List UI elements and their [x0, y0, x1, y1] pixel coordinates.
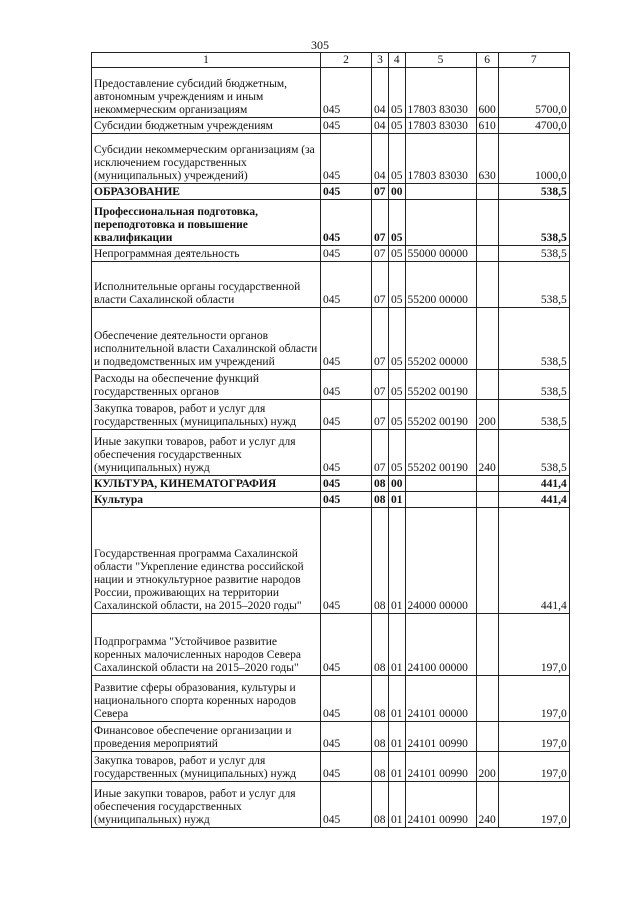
row-name-cell: Подпрограмма "Устойчивое развитие коренных малочисленных народов Севера Сахалинской области на 2015–2020 годы" — [92, 614, 321, 676]
row-name-cell: Субсидии некоммерческим организациям (за исключением государственных (муниципальных) учреждений) — [92, 134, 321, 184]
row-expense-type-cell: 240 — [476, 430, 498, 476]
row-target-article-cell: 24100 00000 — [405, 614, 476, 676]
row-expense-type-cell: 200 — [476, 400, 498, 430]
row-subsection-cell: 01 — [389, 722, 406, 752]
table-row — [92, 308, 570, 370]
row-section-cell: 08 — [372, 508, 389, 614]
row-code-cell: 045 — [321, 508, 372, 614]
row-section-cell: 07 — [372, 370, 389, 400]
row-subsection-cell: 01 — [389, 508, 406, 614]
row-amount-cell: 538,5 — [498, 370, 569, 400]
row-name-cell: Исполнительные органы государственной власти Сахалинской области — [92, 262, 321, 308]
row-target-article-cell: 24101 00990 — [405, 722, 476, 752]
table-row — [92, 184, 570, 200]
row-section-cell: 07 — [372, 400, 389, 430]
row-code-cell: 045 — [321, 370, 372, 400]
row-name-cell: Финансовое обеспечение организации и проведения мероприятий — [92, 722, 321, 752]
row-subsection-cell: 01 — [389, 782, 406, 828]
row-target-article-cell — [405, 492, 476, 508]
row-expense-type-cell — [476, 200, 498, 246]
table-header-row — [92, 53, 570, 68]
row-target-article-cell: 55202 00190 — [405, 430, 476, 476]
row-name-cell: Предоставление субсидий бюджетным, автономным учреждениям и иным некоммерческим организациям — [92, 68, 321, 118]
row-code-cell: 045 — [321, 200, 372, 246]
row-target-article-cell: 55000 00000 — [405, 246, 476, 262]
row-amount-cell: 4700,0 — [498, 118, 569, 134]
row-amount-cell: 538,5 — [498, 200, 569, 246]
row-code-cell: 045 — [321, 262, 372, 308]
row-expense-type-cell — [476, 262, 498, 308]
row-subsection-cell: 00 — [389, 184, 406, 200]
row-name-cell: Непрограммная деятельность — [92, 246, 321, 262]
row-target-article-cell: 24101 00990 — [405, 752, 476, 782]
row-section-cell: 08 — [372, 752, 389, 782]
row-expense-type-cell — [476, 476, 498, 492]
row-name-cell: ОБРАЗОВАНИЕ — [92, 184, 321, 200]
row-section-cell: 08 — [372, 782, 389, 828]
row-section-cell: 07 — [372, 262, 389, 308]
row-target-article-cell: 55200 00000 — [405, 262, 476, 308]
table-row — [92, 400, 570, 430]
row-target-article-cell: 55202 00190 — [405, 370, 476, 400]
row-amount-cell: 538,5 — [498, 400, 569, 430]
row-code-cell: 045 — [321, 492, 372, 508]
row-name-cell: Государственная программа Сахалинской области "Укрепление единства российской нации и этнокультурное развитие народов России, проживающих на территории Сахалинской области, на 2015–2020 годы" — [92, 508, 321, 614]
row-amount-cell: 538,5 — [498, 430, 569, 476]
row-name-cell: Закупка товаров, работ и услуг для государственных (муниципальных) нужд — [92, 400, 321, 430]
column-header: 2 — [321, 53, 372, 68]
row-section-cell: 04 — [372, 118, 389, 134]
row-expense-type-cell — [476, 370, 498, 400]
table-row — [92, 370, 570, 400]
column-header: 7 — [498, 53, 569, 68]
row-expense-type-cell — [476, 722, 498, 752]
row-amount-cell: 441,4 — [498, 476, 569, 492]
row-code-cell: 045 — [321, 118, 372, 134]
row-amount-cell: 197,0 — [498, 722, 569, 752]
row-expense-type-cell — [476, 508, 498, 614]
row-code-cell: 045 — [321, 430, 372, 476]
table-row — [92, 246, 570, 262]
row-code-cell: 045 — [321, 782, 372, 828]
row-expense-type-cell: 610 — [476, 118, 498, 134]
row-code-cell: 045 — [321, 134, 372, 184]
row-amount-cell: 5700,0 — [498, 68, 569, 118]
row-subsection-cell: 05 — [389, 400, 406, 430]
row-target-article-cell — [405, 200, 476, 246]
row-code-cell: 045 — [321, 308, 372, 370]
row-name-cell: КУЛЬТУРА, КИНЕМАТОГРАФИЯ — [92, 476, 321, 492]
row-section-cell: 07 — [372, 184, 389, 200]
table-row — [92, 430, 570, 476]
table-row — [92, 134, 570, 184]
column-header: 1 — [92, 53, 321, 68]
row-name-cell: Развитие сферы образования, культуры и национального спорта коренных народов Севера — [92, 676, 321, 722]
row-section-cell: 07 — [372, 200, 389, 246]
column-header: 5 — [405, 53, 476, 68]
row-amount-cell: 197,0 — [498, 782, 569, 828]
row-name-cell: Иные закупки товаров, работ и услуг для обеспечения государственных (муниципальных) нужд — [92, 430, 321, 476]
column-header: 6 — [476, 53, 498, 68]
row-section-cell: 07 — [372, 430, 389, 476]
row-subsection-cell: 05 — [389, 200, 406, 246]
row-subsection-cell: 05 — [389, 68, 406, 118]
row-subsection-cell: 05 — [389, 370, 406, 400]
row-amount-cell: 538,5 — [498, 308, 569, 370]
row-expense-type-cell — [476, 676, 498, 722]
row-section-cell: 07 — [372, 308, 389, 370]
table-row — [92, 200, 570, 246]
row-expense-type-cell: 630 — [476, 134, 498, 184]
table-row — [92, 752, 570, 782]
row-amount-cell: 441,4 — [498, 492, 569, 508]
row-amount-cell: 1000,0 — [498, 134, 569, 184]
row-amount-cell: 197,0 — [498, 676, 569, 722]
row-code-cell: 045 — [321, 614, 372, 676]
row-section-cell: 08 — [372, 614, 389, 676]
row-amount-cell: 197,0 — [498, 752, 569, 782]
row-name-cell: Закупка товаров, работ и услуг для государственных (муниципальных) нужд — [92, 752, 321, 782]
row-section-cell: 08 — [372, 492, 389, 508]
page-number: 305 — [311, 38, 329, 52]
row-amount-cell: 441,4 — [498, 508, 569, 614]
table-row — [92, 476, 570, 492]
row-subsection-cell: 05 — [389, 308, 406, 370]
row-amount-cell: 538,5 — [498, 184, 569, 200]
row-expense-type-cell — [476, 308, 498, 370]
row-subsection-cell: 00 — [389, 476, 406, 492]
table-row — [92, 492, 570, 508]
row-section-cell: 08 — [372, 722, 389, 752]
column-header: 4 — [389, 53, 406, 68]
row-target-article-cell: 17803 83030 — [405, 118, 476, 134]
row-code-cell: 045 — [321, 246, 372, 262]
row-expense-type-cell: 240 — [476, 782, 498, 828]
row-amount-cell: 197,0 — [498, 614, 569, 676]
row-code-cell: 045 — [321, 400, 372, 430]
row-subsection-cell: 05 — [389, 118, 406, 134]
table-row — [92, 676, 570, 722]
row-name-cell: Иные закупки товаров, работ и услуг для обеспечения государственных (муниципальных) нужд — [92, 782, 321, 828]
row-target-article-cell — [405, 476, 476, 492]
row-section-cell: 08 — [372, 476, 389, 492]
row-name-cell: Профессиональная подготовка, переподготовка и повышение квалификации — [92, 200, 321, 246]
row-target-article-cell: 17803 83030 — [405, 68, 476, 118]
row-target-article-cell: 24000 00000 — [405, 508, 476, 614]
row-subsection-cell: 05 — [389, 246, 406, 262]
row-expense-type-cell: 200 — [476, 752, 498, 782]
row-subsection-cell: 01 — [389, 614, 406, 676]
row-expense-type-cell — [476, 492, 498, 508]
row-name-cell: Субсидии бюджетным учреждениям — [92, 118, 321, 134]
row-code-cell: 045 — [321, 184, 372, 200]
row-name-cell: Культура — [92, 492, 321, 508]
row-section-cell: 04 — [372, 68, 389, 118]
table-row — [92, 118, 570, 134]
row-code-cell: 045 — [321, 68, 372, 118]
row-code-cell: 045 — [321, 476, 372, 492]
row-expense-type-cell: 600 — [476, 68, 498, 118]
row-target-article-cell: 55202 00000 — [405, 308, 476, 370]
row-target-article-cell: 24101 00990 — [405, 782, 476, 828]
budget-table — [91, 52, 570, 828]
row-amount-cell: 538,5 — [498, 246, 569, 262]
table-row — [92, 614, 570, 676]
table-row — [92, 782, 570, 828]
row-code-cell: 045 — [321, 752, 372, 782]
row-target-article-cell: 17803 83030 — [405, 134, 476, 184]
row-section-cell: 04 — [372, 134, 389, 184]
column-header: 3 — [372, 53, 389, 68]
row-subsection-cell: 05 — [389, 134, 406, 184]
row-section-cell: 08 — [372, 676, 389, 722]
row-expense-type-cell — [476, 184, 498, 200]
row-expense-type-cell — [476, 614, 498, 676]
row-target-article-cell — [405, 184, 476, 200]
table-row — [92, 68, 570, 118]
row-subsection-cell: 05 — [389, 430, 406, 476]
row-amount-cell: 538,5 — [498, 262, 569, 308]
table-row — [92, 262, 570, 308]
row-code-cell: 045 — [321, 722, 372, 752]
table-row — [92, 722, 570, 752]
row-subsection-cell: 01 — [389, 752, 406, 782]
row-subsection-cell: 05 — [389, 262, 406, 308]
row-section-cell: 07 — [372, 246, 389, 262]
row-subsection-cell: 01 — [389, 676, 406, 722]
row-expense-type-cell — [476, 246, 498, 262]
row-target-article-cell: 55202 00190 — [405, 400, 476, 430]
row-target-article-cell: 24101 00000 — [405, 676, 476, 722]
row-subsection-cell: 01 — [389, 492, 406, 508]
row-code-cell: 045 — [321, 676, 372, 722]
row-name-cell: Обеспечение деятельности органов исполнительной власти Сахалинской области и подведомственных им учреждений — [92, 308, 321, 370]
table-row — [92, 508, 570, 614]
row-name-cell: Расходы на обеспечение функций государственных органов — [92, 370, 321, 400]
